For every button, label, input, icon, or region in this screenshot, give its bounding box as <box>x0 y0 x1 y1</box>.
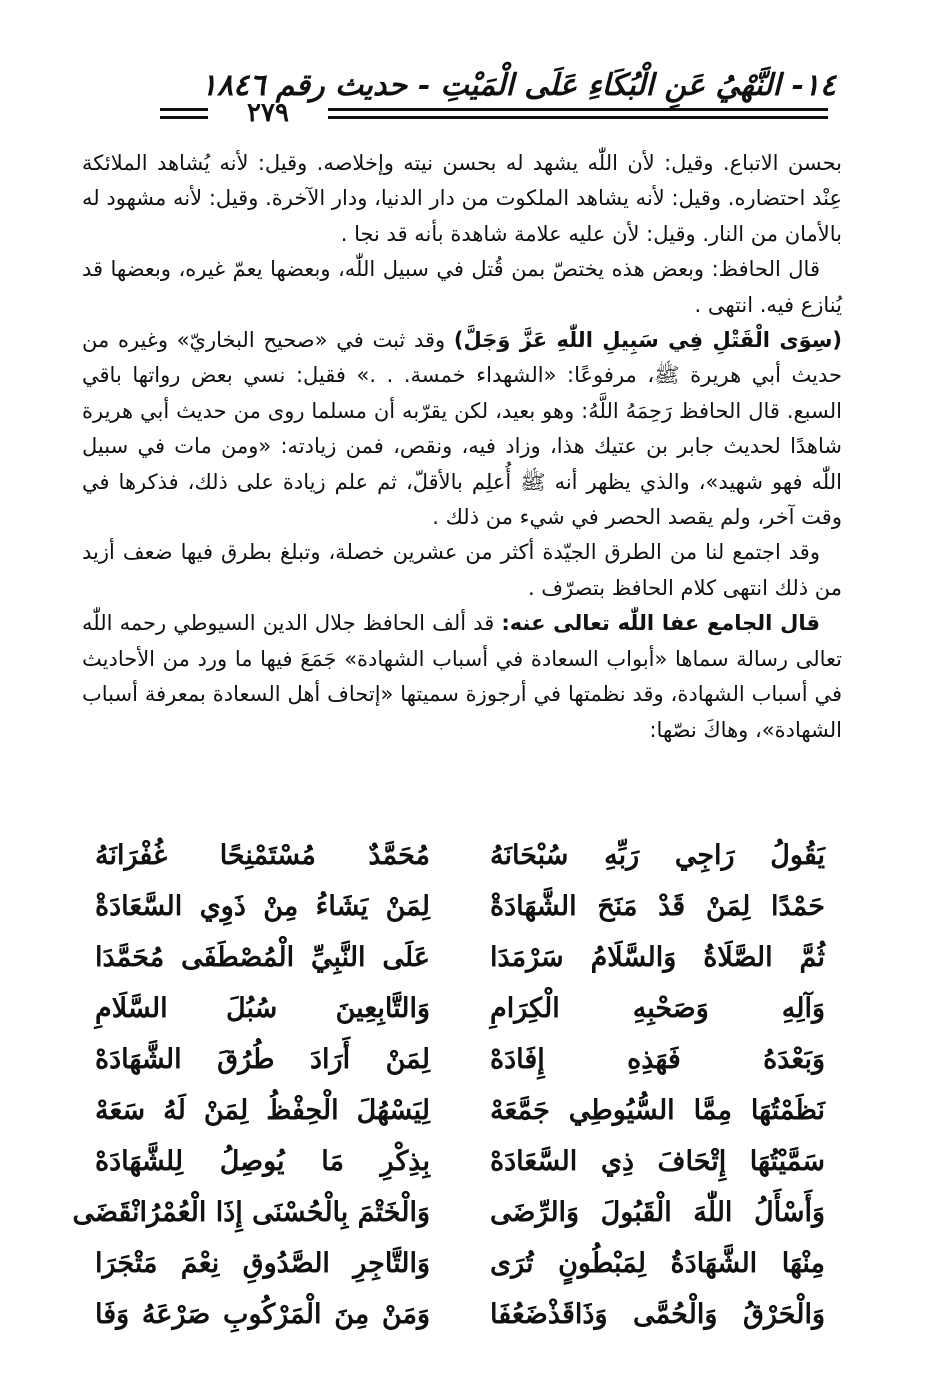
poem-second-hemistich: لِمَنْ أَرَادَ طُرُقَ الشَّهَادَهْ <box>95 1044 430 1075</box>
poem-first-hemistich: وَآلِهِ وَصَحْبِهِ الْكِرَامِ <box>490 993 825 1024</box>
poem-verse <box>72 1187 825 1238</box>
poem <box>72 830 825 1340</box>
header-rule-right-bottom <box>328 116 828 119</box>
header-rule-left-bottom <box>160 116 208 119</box>
page-header-title: ١٤- النَّهْيُ عَنِ الْبُكَاءِ عَلَى الْمَيْتِ - حديث رقم ١٨٤٦ <box>200 68 836 103</box>
header-rule-right-top <box>328 108 828 111</box>
paragraph <box>82 535 842 606</box>
poem-first-hemistich: يَقُولُ رَاجِي رَبِّهِ سُبْحَانَهُ <box>490 840 825 871</box>
poem-verse <box>95 881 825 932</box>
paragraph-text: بحسن الاتباع. وقيل: لأن اللّٰه يشهد له بحسن نيته وإخلاصه. وقيل: لأنه يُشاهد الملائكة عِنْد احتضاره. وقيل: لأنه يشاهد الملكوت من دار الدنيا، ودار الآخرة. وقيل: لأنه مشهود له بالأمان من النار. وقيل: لأن عليه علامة شاهدة بأنه قد نجا . <box>82 151 842 246</box>
poem-first-hemistich: وَالْحَرْقُ وَالْحُمَّى وَذَاقَذْضَعُفَا <box>490 1299 825 1330</box>
paragraph-text: وقد اجتمع لنا من الطرق الجيّدة أكثر من عشرين خصلة، وتبلغ بطرق فيها ضعف أزيد من ذلك انتهى كلام الحافظ بتصرّف . <box>82 540 842 600</box>
poem-second-hemistich: مُحَمَّدٌ مُسْتَمْنِحًا غُفْرَانَهُ <box>95 840 430 871</box>
poem-verse <box>95 1085 825 1136</box>
poem-second-hemistich: بِذِكْرِ مَا يُوصِلُ لِلشَّهَادَهْ <box>95 1146 430 1177</box>
poem-verse <box>95 1238 825 1289</box>
paragraph-text: قال الحافظ: وبعض هذه يختصّ بمن قُتل في سبيل اللّٰه، وبعضها يعمّ غيره، وبعضها قد يُنازع فيه. انتهى . <box>82 257 842 317</box>
poem-verse <box>95 983 825 1034</box>
poem-first-hemistich: وَبَعْدَهُ فَهَذِهِ إِفَادَهْ <box>490 1044 825 1075</box>
poem-verse <box>95 830 825 881</box>
poem-second-hemistich: وَالتَّاجِرِ الصَّدُوقِ نِعْمَ مَتْجَرَا <box>95 1248 430 1279</box>
header-rule-left-top <box>160 108 208 111</box>
poem-verse <box>95 1034 825 1085</box>
paragraph <box>82 606 842 748</box>
page-number: ٢٧٩ <box>247 98 289 128</box>
poem-verse <box>95 932 825 983</box>
poem-verse <box>95 1289 825 1340</box>
paragraph <box>82 252 842 323</box>
poem-second-hemistich: لِيَسْهُلَ الْحِفْظُ لِمَنْ لَهُ سَعَهْ <box>95 1095 430 1126</box>
paragraph-text: وقد ثبت في «صحيح البخاريّ» وغيره من حديث أبي هريرة ﷺ، مرفوعًا: «الشهداء خمسة. . .» فقيل: نسي بعض رواتها باقي السبع. قال الحافظ رَحِمَهُ اللَّهُ: وهو بعيد، لكن يقرّبه أن مسلما روى من حديث أبي هريرة شاهدًا لحديث جابر بن عتيك هذا، وزاد فيه، ونقص، فمن زيادته: «ومن مات في سبيل اللّٰه فهو شهيد»، والذي يظهر أنه ﷺ أُعلِم بالأقلّ، ثم علم زيادة على ذلك، فذكرها في وقت آخر، ولم يقصد الحصر في شيء من ذلك . <box>82 328 842 530</box>
paragraph-text: قد ألف الحافظ جلال الدين السيوطي رحمه اللّٰه تعالى رسالة سماها «أبواب السعادة في أسباب الشهادة» جَمَعَ فيها ما ورد من الأحاديث في أسباب الشهادة، وقد نظمتها في أرجوزة سميتها «إتحاف أهل السعادة بمعرفة أسباب الشهادة»، وهاكَ نصّها: <box>82 611 842 742</box>
paragraph <box>82 323 842 535</box>
paragraph-lead: قال الجامع عفا اللّٰه تعالى عنه: <box>501 611 820 636</box>
poem-second-hemistich: وَالتَّابِعِينَ سُبُلَ السَّلَامِ <box>95 993 430 1024</box>
poem-second-hemistich: لِمَنْ يَشَاءُ مِنْ ذَوِي السَّعَادَةْ <box>95 891 430 922</box>
paragraph-lead: (سِوَى الْقَتْلِ فِي سَبِيلِ اللّٰهِ عَزَّ وَجَلَّ) <box>453 328 842 353</box>
poem-first-hemistich: سَمَّيْتُهَا إِتْحَافَ ذِي السَّعَادَهْ <box>490 1146 825 1177</box>
poem-first-hemistich: مِنْهَا الشَّهَادَةُ لِمَبْطُونٍ تُرَى <box>490 1248 825 1279</box>
poem-first-hemistich: نَظَمْتُهَا مِمَّا السُّيُوطِي جَمَّعَهْ <box>490 1095 825 1126</box>
body-text <box>82 146 842 748</box>
poem-first-hemistich: حَمْدًا لِمَنْ قَدْ مَنَحَ الشَّهَادَةْ <box>490 891 825 922</box>
poem-verse <box>95 1136 825 1187</box>
poem-second-hemistich: وَمَنْ مِنَ الْمَرْكُوبِ صَرْعَهُ وَفَا <box>95 1299 430 1330</box>
poem-second-hemistich: عَلَى النَّبِيِّ الْمُصْطَفَى مُحَمَّدَا <box>95 942 430 973</box>
poem-first-hemistich: ثُمَّ الصَّلَاةُ وَالسَّلَامُ سَرْمَدَا <box>490 942 825 973</box>
poem-first-hemistich: وَأَسْأَلُ اللّٰهَ الْقَبُولَ وَالرِّضَى <box>490 1197 825 1228</box>
poem-second-hemistich: وَالْخَتْمَ بِالْحُسْنَى إِذَا الْعُمْرُانْقَضَى <box>72 1197 430 1228</box>
paragraph <box>82 146 842 252</box>
